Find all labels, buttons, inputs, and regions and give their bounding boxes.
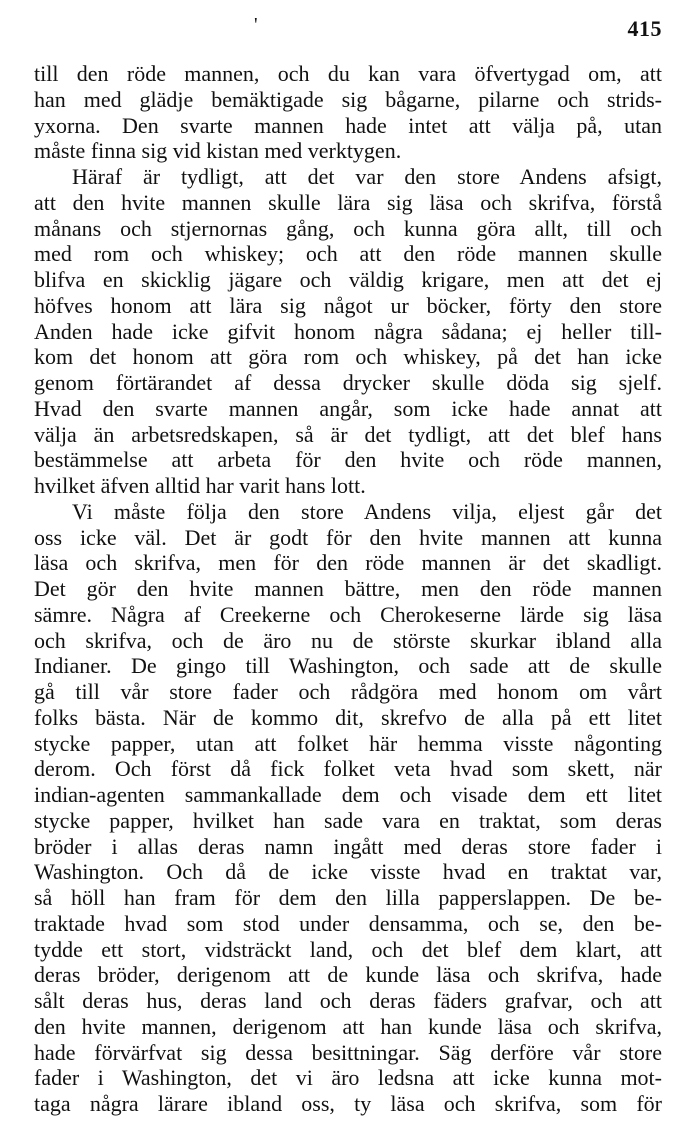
text-line: och skrifva, och de äro nu de störste skurkar ibland alla — [34, 627, 662, 653]
text-line: traktade hvad som stod under densamma, och se, den be- — [34, 910, 662, 936]
text-line: oss icke väl. Det är godt för den hvite mannen att kunna — [34, 524, 662, 550]
text-line: Vi måste följa den store Andens vilja, eljest går det — [72, 498, 662, 524]
text-line: tydde ett stort, vidsträckt land, och det blef dem klart, att — [34, 936, 662, 962]
text-line: Washington. Och då de icke visste hvad en traktat var, — [34, 859, 662, 885]
text-line: fader i Washington, det vi äro ledsna att icke kunna mot- — [34, 1065, 662, 1091]
text-line: han med glädje bemäktigade sig bågarne, pilarne och strids- — [34, 86, 662, 112]
text-line: deras bröder, derigenom att de kunde läsa och skrifva, hade — [34, 962, 662, 988]
text-line: folks bästa. När de kommo dit, skrefvo de alla på ett litet — [34, 704, 662, 730]
text-line: stycke papper, hvilket han sade vara en traktat, som deras — [34, 807, 662, 833]
text-line: gå till vår store fader och rådgöra med honom om vårt — [34, 679, 662, 704]
text-line: bröder i allas deras namn ingått med deras store fader i — [34, 833, 662, 859]
text-line: att den hvite mannen skulle lära sig läsa och skrifva, förstå — [34, 189, 662, 215]
text-line: sämre. Några af Creekerne och Cherokeserne lärde sig läsa — [34, 601, 662, 627]
text-line: så höll han fram för dem den lilla papperslappen. De be- — [34, 885, 662, 910]
text-line: hvilket äfven alltid har varit hans lott. — [34, 473, 366, 498]
header-mark: ' — [254, 14, 258, 36]
text-line: sålt deras hus, deras land och deras fäders grafvar, och att — [34, 988, 662, 1013]
text-line: välja än arbetsredskapen, så är det tydligt, att det blef hans — [34, 421, 662, 447]
text-line: hade förvärfvat sig dessa besittningar. Säg derföre vår store — [34, 1039, 662, 1065]
text-line: indian-agenten sammankallade dem och visade dem ett litet — [34, 782, 662, 807]
text-line: derom. Och först då fick folket veta hvad som skett, när — [34, 756, 662, 782]
text-line: höfves honom att lära sig något ur böcker, förty den store — [34, 292, 662, 318]
text-line: genom förtärandet af dessa drycker skulle döda sig sjelf. — [34, 370, 662, 395]
page-number: 415 — [627, 16, 662, 41]
text-line: med rom och whiskey; och att den röde mannen skulle — [34, 241, 662, 267]
text-line: läsa och skrifva, men för den röde mannen är det skadligt. — [34, 550, 662, 576]
text-line: till den röde mannen, och du kan vara öfvertygad om, att — [34, 61, 662, 86]
text-line: taga några lärare ibland oss, ty läsa och skrifva, som för — [34, 1091, 662, 1116]
text-line: Häraf är tydligt, att det var den store Andens afsigt, — [72, 164, 662, 189]
text-line: måste finna sig vid kistan med verktygen. — [34, 138, 402, 164]
text-line: Det gör den hvite mannen bättre, men den röde mannen — [34, 576, 662, 601]
text-line: blifva en skicklig jägare och väldig krigare, men att det ej — [34, 267, 662, 292]
text-line: kom det honom att göra rom och whiskey, på det han icke — [34, 344, 662, 370]
text-line: yxorna. Den svarte mannen hade intet att välja på, utan — [34, 112, 662, 138]
body-text — [34, 61, 662, 1117]
text-line: Hvad den svarte mannen angår, som icke hade annat att — [34, 395, 662, 421]
text-line: stycke papper, utan att folket här hemma visste någonting — [34, 730, 662, 756]
text-line: månans och stjernornas gång, och kunna göra allt, till och — [34, 215, 662, 241]
text-line: Indianer. De gingo till Washington, och sade att de skulle — [34, 653, 662, 679]
text-line: Anden hade icke gifvit honom några sådana; ej heller till- — [34, 318, 662, 344]
text-line: bestämmelse att arbeta för den hvite och röde mannen, — [34, 447, 662, 473]
text-line: den hvite mannen, derigenom att han kunde läsa och skrifva, — [34, 1013, 662, 1039]
